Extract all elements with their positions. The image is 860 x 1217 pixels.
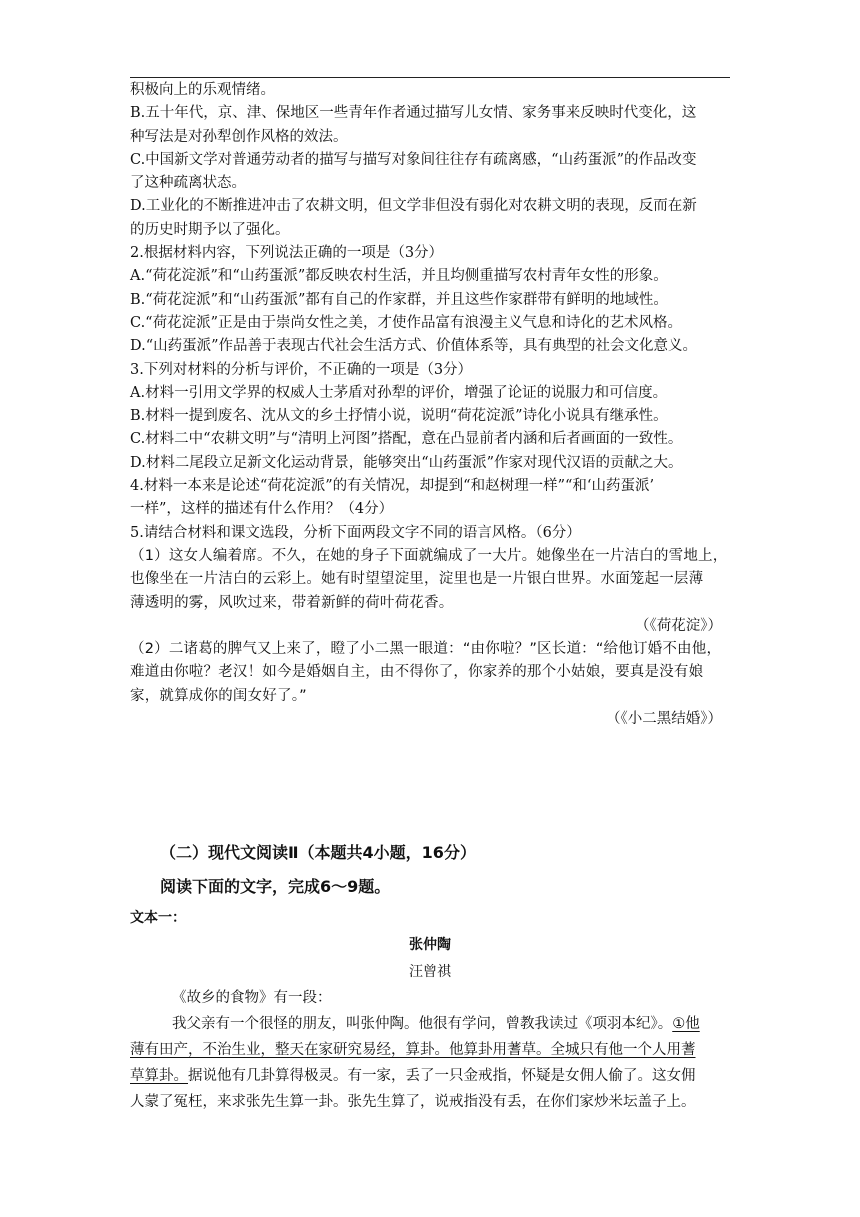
- excerpt-1-line: 薄透明的雾，风吹过来，带着新鲜的荷叶荷花香。: [130, 594, 454, 611]
- question-4: 4.材料一本来是论述“荷花淀派”的有关情况，却提到“和赵树理一样”“和‘山药蛋派’: [130, 478, 655, 495]
- q2-option-d: D.“山药蛋派”作品善于表现古代社会生活方式、价值体系等，具有典型的社会文化意义。: [130, 338, 698, 355]
- q3-option-c: C.材料二中“农耕文明”与“清明上河图”搭配，意在凸显前者内涵和后者画面的一致性。: [130, 431, 683, 448]
- text-label: 文本一：: [130, 910, 186, 926]
- option-c-line: C.中国新文学对普通劳动者的描写与描写对象间往往存有疏离感，“山药蛋派”的作品改变: [130, 151, 697, 168]
- excerpt-2-line: 家，就算成你的闺女好了。”: [130, 687, 307, 704]
- text-line: 一样”，这样的描述有什么作用？（4分）: [130, 501, 394, 518]
- article-body: [130, 985, 730, 1115]
- question-2: 2.根据材料内容，下列说法正确的一项是（3分）: [130, 245, 444, 262]
- article-line: [130, 1011, 730, 1037]
- excerpt-2-line: 难道由你啦？老汉！如今是婚姻自主，由不得你了，你家养的那个小姑娘，要真是没有娘: [130, 664, 704, 681]
- article-line: [130, 1063, 730, 1089]
- q2-option-a: A.“荷花淀派”和“山药蛋派”都反映农村生活，并且均侧重描写农村青年女性的形象。: [130, 268, 668, 285]
- underlined-text: ①他: [672, 1016, 700, 1032]
- excerpt-1-line: （1）这女人编着席。不久，在她的身子下面就编成了一大片。她像坐在一片洁白的雪地上，: [130, 547, 728, 564]
- article-text: 据说他有几卦算得极灵。有一家，丢了一只金戒指，怀疑是女佣人偷了。这女佣: [188, 1068, 696, 1084]
- excerpt-2-source: （《小二黑结婚》）: [606, 711, 722, 728]
- excerpt-2-line: （2）二诸葛的脾气又上来了，瞪了小二黑一眼道：“由你啦？”区长道：“给他订婚不由他，: [130, 641, 722, 658]
- header-rule: [130, 77, 730, 78]
- article-line: [130, 1037, 730, 1063]
- text-line: 的历史时期予以了强化。: [130, 221, 290, 238]
- article-author: 汪曾祺: [409, 964, 451, 980]
- article-title: 张仲陶: [409, 937, 451, 953]
- section-heading: （二）现代文阅读Ⅱ（本题共4小题，16分）: [160, 843, 476, 862]
- q3-option-a: A.材料一引用文学界的权威人士茅盾对孙犁的评价，增强了论证的说服力和可信度。: [130, 384, 668, 401]
- text-line: 种写法是对孙犁创作风格的效法。: [130, 128, 348, 145]
- underlined-text: 薄有田产，不治生业，整天在家研究易经，算卦。他算卦用蓍草。全城只有他一个人用蓍: [130, 1042, 696, 1058]
- option-d-line: D.工业化的不断推进冲击了农耕文明，但文学非但没有弱化对农耕文明的表现，反而在新: [130, 198, 697, 215]
- excerpt-1-source: （《荷花淀》）: [635, 617, 722, 634]
- underlined-text: 草算卦。: [130, 1068, 188, 1084]
- option-b-line: B.五十年代，京、津、保地区一些青年作者通过描写儿女情、家务事来反映时代变化，这: [130, 105, 697, 122]
- excerpt-1-line: 也像坐在一片洁白的云彩上。她有时望望淀里，淀里也是一片银白世界。水面笼起一层薄: [130, 571, 704, 588]
- q3-option-b: B.材料一提到废名、沈从文的乡土抒情小说，说明“荷花淀派”诗化小说具有继承性。: [130, 408, 668, 425]
- q2-option-c: C.“荷花淀派”正是由于崇尚女性之美，才使作品富有浪漫主义气息和诗化的艺术风格。: [130, 314, 683, 331]
- text-line: 了这种疏离状态。: [130, 175, 246, 192]
- question-5: 5.请结合材料和课文选段，分析下面两段文字不同的语言风格。（6分）: [130, 524, 581, 541]
- section-instruction: 阅读下面的文字，完成6～9题。: [160, 877, 391, 896]
- article-intro: 《故乡的食物》有一段：: [172, 990, 332, 1006]
- article-line: 人蒙了冤枉，来求张先生算一卦。张先生算了，说戒指没有丢，在你们家炒米坛盖子上。: [130, 1094, 696, 1110]
- article-text: 我父亲有一个很怪的朋友，叫张仲陶。他很有学问，曾教我读过《项羽本纪》。: [172, 1016, 673, 1032]
- question-3: 3.下列对材料的分析与评价，不正确的一项是（3分）: [130, 361, 473, 378]
- q3-option-d: D.材料二尾段立足新文化运动背景，能够突出“山药蛋派”作家对现代汉语的贡献之大。: [130, 454, 683, 471]
- question-block: [130, 79, 730, 731]
- q2-option-b: B.“荷花淀派”和“山药蛋派”都有自己的作家群，并且这些作家群带有鲜明的地域性。: [130, 291, 668, 308]
- text-line: 积极向上的乐观情绪。: [130, 82, 275, 98]
